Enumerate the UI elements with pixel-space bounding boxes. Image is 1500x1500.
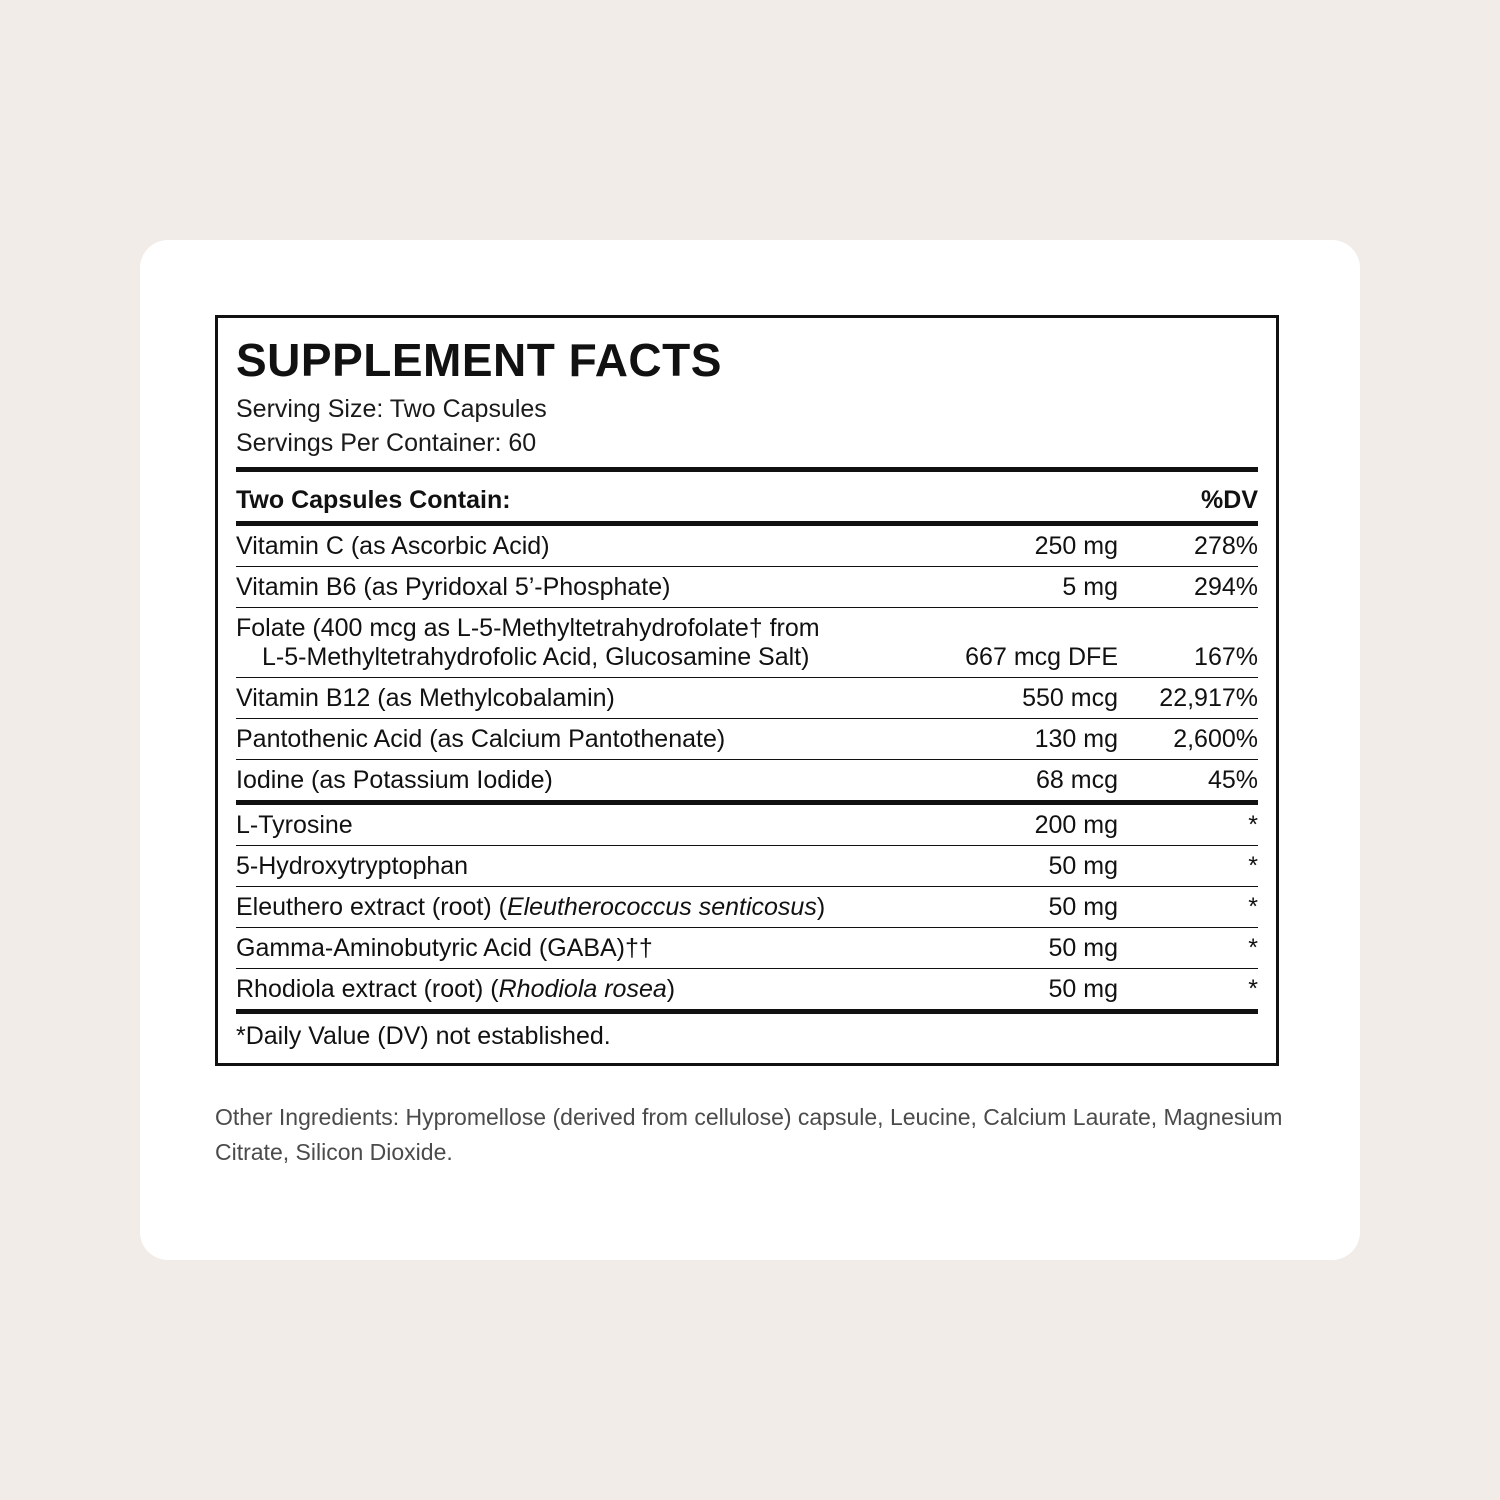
- supplement-facts-table: [236, 480, 1258, 1014]
- nutrient-name: Pantothenic Acid (as Calcium Pantothenate): [236, 718, 918, 759]
- column-header-dv: %DV: [1118, 480, 1258, 524]
- label-card: [140, 240, 1360, 1260]
- nutrient-amount: 200 mg: [918, 802, 1118, 845]
- nutrient-name-prefix: Eleuthero extract (root) (: [236, 892, 507, 921]
- nutrient-amount: 68 mcg: [918, 759, 1118, 802]
- table-row: [236, 968, 1258, 1011]
- nutrient-name-suffix: ): [816, 892, 826, 921]
- nutrient-name: [236, 886, 918, 927]
- table-row: [236, 718, 1258, 759]
- nutrient-name-prefix: Rhodiola extract (root) (: [236, 974, 499, 1003]
- nutrient-amount: 130 mg: [918, 718, 1118, 759]
- nutrient-name: Vitamin B6 (as Pyridoxal 5’-Phosphate): [236, 566, 918, 607]
- other-ingredients: Other Ingredients: Hypromellose (derived from cellulose) capsule, Leucine, Calcium Laurate, Magnesium Citrate, Silicon Dioxide.: [215, 1104, 1283, 1165]
- column-header-amount: [918, 480, 1118, 524]
- nutrient-dv: *: [1118, 927, 1258, 968]
- table-row: [236, 886, 1258, 927]
- nutrient-name: 5-Hydroxytryptophan: [236, 845, 918, 886]
- nutrient-name: Gamma-Aminobutyric Acid (GABA)††: [236, 927, 918, 968]
- nutrient-dv: 22,917%: [1118, 677, 1258, 718]
- nutrient-name-line2: L-5-Methyltetrahydrofolic Acid, Glucosamine Salt): [262, 642, 810, 671]
- nutrient-name: L-Tyrosine: [236, 802, 918, 845]
- nutrient-amount: 550 mcg: [918, 677, 1118, 718]
- nutrient-amount: 667 mcg DFE: [918, 607, 1118, 677]
- nutrient-amount: 50 mg: [918, 845, 1118, 886]
- nutrient-amount: 250 mg: [918, 523, 1118, 566]
- nutrient-dv: 2,600%: [1118, 718, 1258, 759]
- nutrient-name-latin: Rhodiola rosea: [498, 974, 667, 1003]
- nutrient-name: Vitamin B12 (as Methylcobalamin): [236, 677, 918, 718]
- table-row: [236, 759, 1258, 802]
- servings-per-container: Servings Per Container: 60: [236, 429, 537, 458]
- nutrient-name: [236, 607, 918, 677]
- column-header-name: Two Capsules Contain:: [236, 480, 918, 524]
- nutrient-name-latin: Eleutherococcus senticosus: [506, 892, 817, 921]
- table-row: [236, 677, 1258, 718]
- nutrient-amount: 5 mg: [918, 566, 1118, 607]
- nutrient-amount: 50 mg: [918, 968, 1118, 1011]
- nutrient-dv: 167%: [1118, 607, 1258, 677]
- nutrient-dv: *: [1118, 886, 1258, 927]
- table-row: [236, 607, 1258, 677]
- nutrient-dv: 294%: [1118, 566, 1258, 607]
- nutrient-dv: *: [1118, 968, 1258, 1011]
- nutrient-dv: 278%: [1118, 523, 1258, 566]
- daily-value-footnote: *Daily Value (DV) not established.: [236, 1021, 611, 1050]
- nutrient-amount: 50 mg: [918, 886, 1118, 927]
- table-row: [236, 927, 1258, 968]
- nutrient-name-suffix: ): [666, 974, 676, 1003]
- divider-top: [236, 467, 1258, 472]
- table-row: [236, 566, 1258, 607]
- supplement-facts-panel: [215, 315, 1279, 1066]
- table-row: [236, 523, 1258, 566]
- serving-size: Serving Size: Two Capsules: [236, 394, 547, 423]
- nutrient-name: [236, 968, 918, 1011]
- nutrient-name: Iodine (as Potassium Iodide): [236, 759, 918, 802]
- table-header-row: [236, 480, 1258, 524]
- nutrient-dv: *: [1118, 802, 1258, 845]
- table-row: [236, 845, 1258, 886]
- page-title: SUPPLEMENT FACTS: [236, 334, 722, 386]
- table-row: [236, 802, 1258, 845]
- nutrient-amount: 50 mg: [918, 927, 1118, 968]
- nutrient-name-line1: Folate (400 mcg as L-5-Methyltetrahydrofolate† from: [236, 613, 820, 642]
- nutrient-dv: 45%: [1118, 759, 1258, 802]
- nutrient-dv: *: [1118, 845, 1258, 886]
- nutrient-name: Vitamin C (as Ascorbic Acid): [236, 523, 918, 566]
